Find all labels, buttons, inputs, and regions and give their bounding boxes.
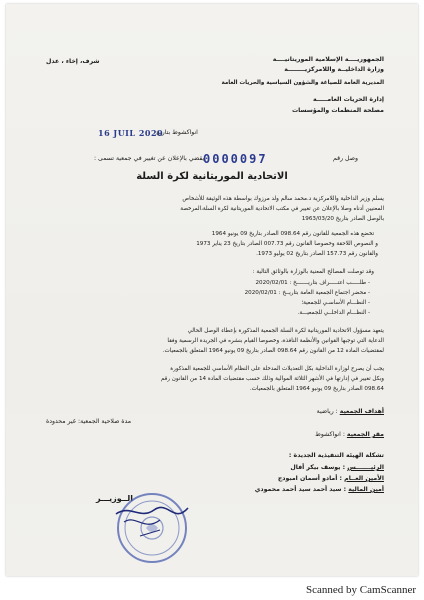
body-p2-line1: تخضع هذه الجمعية للقانون رقم 098.64 الصادر بتاريخ 09 يونيو 1964: [211, 231, 374, 237]
goals-value: : رياضية: [316, 408, 338, 415]
body-p2-line2: و النصوص اللاحقة وخصوصا القانون رقم 007.73 الصادر بتاريخ 23 يناير 1973: [196, 241, 378, 247]
doc-item: - النظـــام الداخلــي للجمعيـــة.: [297, 310, 370, 316]
board-member-row: [290, 464, 384, 471]
motto: شرف، إخاء ، عدل: [46, 58, 100, 65]
header-department: إدارة الحريات العامـــــة: [313, 96, 384, 103]
board-name: : أمادو أسمان امبودج: [277, 475, 342, 482]
header-service: مصلحة المنظمات والمؤسسات: [291, 107, 384, 114]
header-directorate: المديرية العامة للصياغة والشؤون السياسية والحريات العامة: [221, 80, 384, 86]
doc-item: - طلـــــب اعتـــــراف بتاريـــــــخ : 2020/02/01: [255, 280, 370, 286]
receipt-subtitle: يقضي بالإعلان عن تغيير في جمعية تسمى :: [94, 155, 205, 162]
body-p5-line3: 098.64 الصادر بتاريخ 09 يونيو 1964 المتعلق بالجمعيات.: [249, 386, 384, 392]
goals-label: أهداف الجمعية: [339, 408, 384, 415]
receipt-label: وصل رقم: [333, 155, 358, 162]
body-p4-line2: الدعاية التي توجبها القوانين والأنظمة النافذة، وخصوصا القيام بنشره في الجريدة الرسمية وفقا: [167, 338, 384, 344]
body-p2-line3: والقانون رقم 157.73 الصادر بتاريخ 02 يوليو 1973.: [256, 251, 378, 257]
body-p4-line1: يتعهد مسؤول الاتحادية الموريتانية لكرة السلة الجمعية المذكورة بإعطاء الوصل الحالي: [187, 328, 384, 334]
duration: مدة صلاحية الجمعية: غير محدودة: [46, 418, 132, 425]
goals-row: [317, 408, 384, 415]
body-p1-line1: يسلم وزير الداخلية واللامركزية د.محمد سالم ولد مرزوك بواسطة هذه الوثيقة للأشخاص: [182, 196, 384, 202]
board-role: الأمين العــام: [344, 475, 384, 482]
board-role: أمين المالية: [348, 486, 384, 493]
body-p3-intro: وقد توصلت المصالح المعنية بالوزارة بالوثائق التالية :: [252, 269, 374, 275]
scanner-watermark: Scanned by CamScanner: [306, 584, 416, 596]
doc-item: - محضر اجتماع الجمعية العامة بتاريــخ : 2020/02/01: [244, 290, 370, 296]
board-member-row: [255, 486, 384, 493]
body-p4-line3: لمقتضيات المادة 12 من القانون رقم 098.64 الصادر بتاريخ 09 يونيو 1964 المتعلق بالجمعيات.: [162, 348, 384, 354]
header-ministry: وزارة الداخليــة واللامركزيــــــــة: [284, 66, 384, 73]
body-p5-line1: يجب أن يصرح لوزارة الداخلية بكل التعديلات المدخلة على النظام الأساسي للجمعية المذكورة: [170, 366, 384, 372]
receipt-number-stamp: 0000097: [203, 152, 268, 166]
minister-label: الــوزيـــر: [96, 494, 134, 503]
board-member-row: [278, 475, 384, 482]
association-title: الاتحادية الموريتانية لكرة السلة: [136, 171, 288, 182]
header-country: الجمهوريــــة الإسلامية الموريتانيــــة: [272, 56, 384, 63]
body-p1-line3: بالوصل الصادر بتاريخ 1963/03/20: [301, 216, 384, 222]
date-label: انواكشوط بتاريخ: [156, 129, 198, 136]
hq-value: : انواكشوط: [315, 431, 345, 438]
body-p5-line2: وبكل تغيير في إدارتها في الأشهر الثلاثة الموالية وذلك حسب مقتضيات المادة 14 من القانون رقم: [160, 376, 384, 382]
doc-item: - النظـــام الأساسـي للجمعية؛: [301, 300, 370, 306]
body-p1-line2: المعنيين أدناه وصلا بالإعلان عن تغيير في مكتب الاتحادية الموريتانية لكرة السلة،المرخصة: [180, 206, 384, 212]
official-seal-icon: [110, 484, 194, 568]
document-page: [6, 4, 418, 576]
date-stamp: 16 JUIL 2020: [98, 128, 164, 138]
hq-row: [315, 431, 384, 438]
board-role: الرئيـــــــس: [347, 464, 384, 471]
board-name: : سيد أحمد سيد أحمد محمودي: [254, 486, 347, 493]
hq-label: مقر الجمعية: [346, 431, 384, 438]
board-name: : يوسف بيكر أفال: [290, 464, 346, 471]
board-heading: تشكلة الهيئة التنفيذية الجديدة :: [288, 452, 384, 459]
